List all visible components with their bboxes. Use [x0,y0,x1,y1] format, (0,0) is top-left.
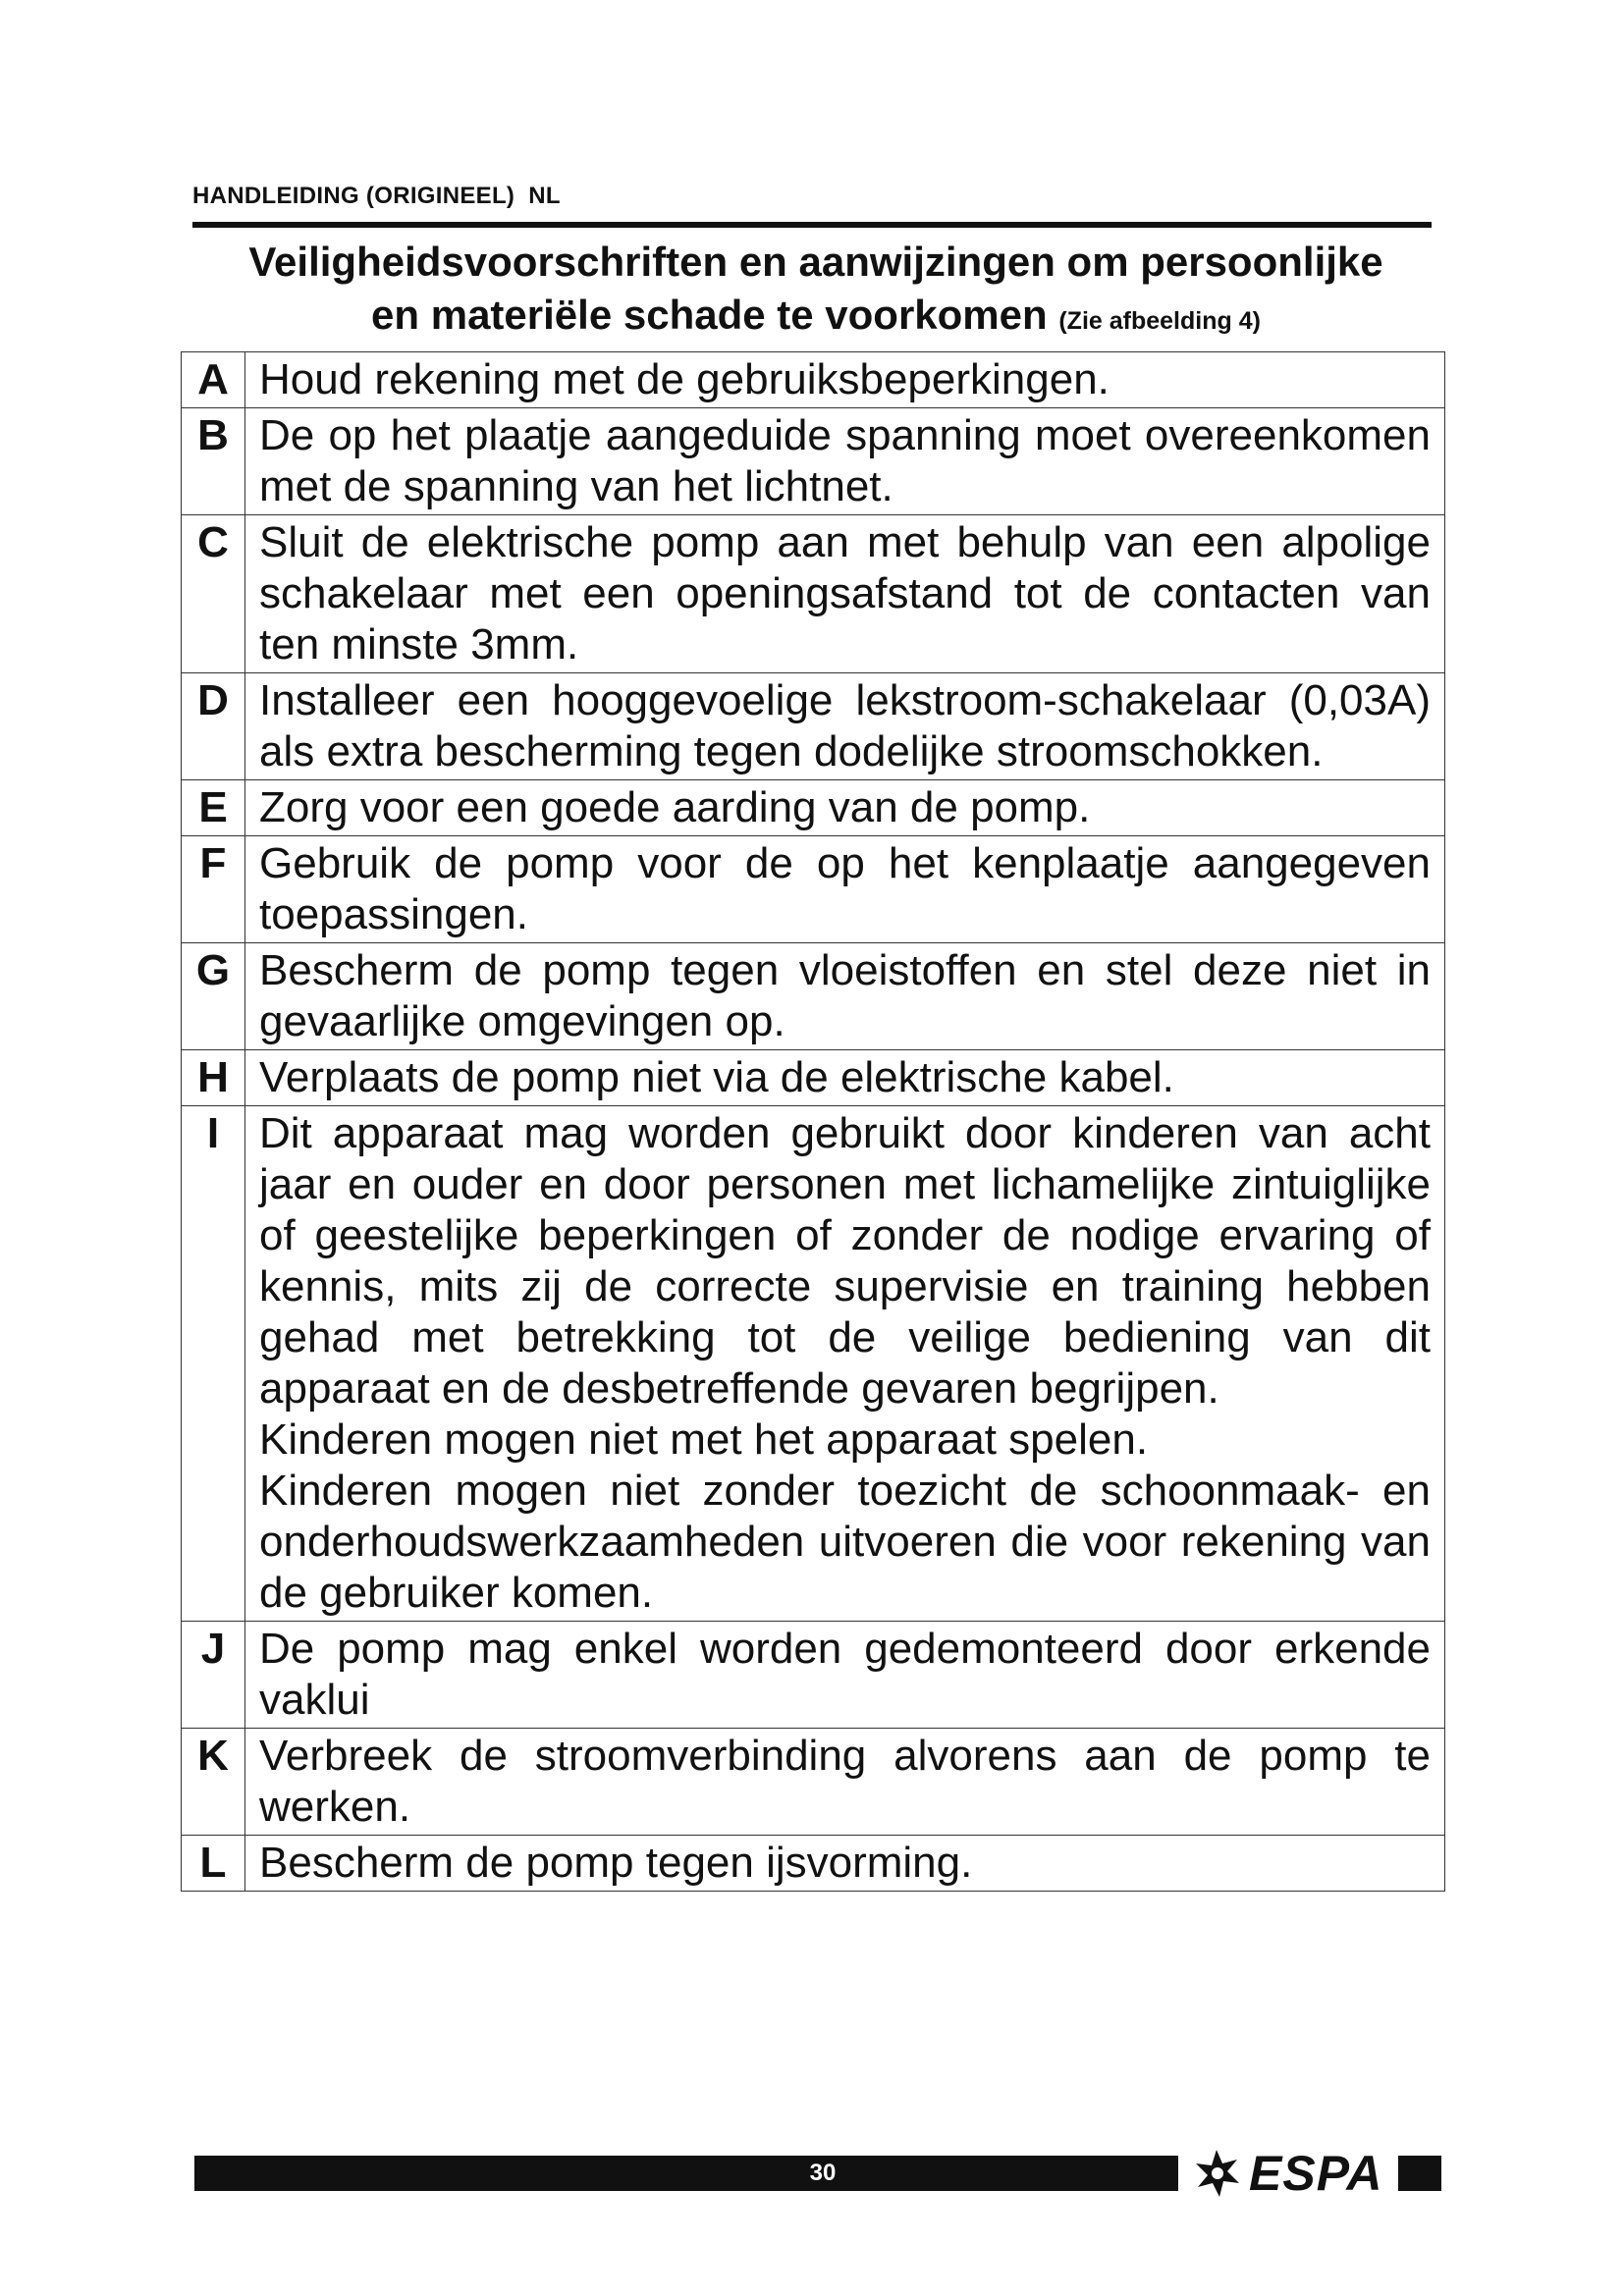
rule-letter: J [182,1622,245,1729]
table-row [182,408,1445,515]
table-row [182,1622,1445,1729]
rule-text [245,943,1445,1050]
rule-paragraph: Installeer een hooggevoelige lekstroom-schakelaar (0,03A) als extra bescherming tegen dodelijke stroomschokken. [259,676,1431,775]
heading-line-1: Veiligheidsvoorschriften en aanwijzingen om persoonlijke [248,239,1383,285]
rule-text [245,1836,1445,1892]
safety-rules-body [182,352,1445,1892]
rule-paragraph: Sluit de elektrische pomp aan met behulp van een alpolige schakelaar met een openingsafstand tot de contacten van ten minste 3mm. [259,518,1431,668]
rule-text [245,673,1445,780]
rule-paragraph: Bescherm de pomp tegen vloeistoffen en stel deze niet in gevaarlijke omgevingen op. [259,946,1431,1045]
rule-letter: F [182,836,245,943]
table-row [182,1836,1445,1892]
figure-reference: (Zie afbeelding 4) [1058,307,1261,335]
rule-letter: L [182,1836,245,1892]
footer-bar [194,2156,1178,2191]
header-rule [192,222,1432,228]
heading-line-2 [192,289,1439,347]
rule-paragraph: Verbreek de stroomverbinding alvorens aan de pomp te werken. [259,1732,1431,1831]
safety-rules-table [181,351,1445,1892]
rule-letter: E [182,780,245,836]
rule-letter: D [182,673,245,780]
table-row [182,352,1445,408]
rule-paragraph: Kinderen mogen niet met het apparaat spelen. [259,1415,1149,1464]
rule-letter: H [182,1050,245,1106]
rule-paragraph: De op het plaatje aangeduide spanning moet overeenkomen met de spanning van het lichtnet. [259,411,1431,510]
rule-text [245,780,1445,836]
rule-paragraph: Verplaats de pomp niet via de elektrische kabel. [259,1053,1174,1101]
rule-paragraph: Zorg voor een goede aarding van de pomp. [259,783,1091,831]
rule-letter: K [182,1729,245,1836]
table-row [182,1050,1445,1106]
rule-text [245,836,1445,943]
table-row [182,780,1445,836]
rule-paragraph: De pomp mag enkel worden gedemonteerd door erkende vaklui [259,1625,1431,1724]
page-number: 30 [809,2160,837,2186]
rule-paragraph: Dit apparaat mag worden gebruikt door kinderen van acht jaar en ouder en door personen met lichamelijke zintuiglijke of geestelijke beperkingen of zonder de nodige ervaring of kennis, mits zij de correcte supervisie en training hebben gehad met betrekking tot de veilige bediening van dit apparaat en de desbetreffende gevaren begrijpen. [259,1109,1431,1413]
rule-text [245,1622,1445,1729]
table-row [182,943,1445,1050]
section-heading [192,236,1439,347]
rule-letter: C [182,515,245,673]
language-code: NL [528,183,561,209]
brand-name: ESPA [1249,2146,1383,2201]
rule-text [245,1106,1445,1622]
rule-letter: A [182,352,245,408]
espa-logo [1190,2144,1382,2203]
rule-letter: I [182,1106,245,1622]
rule-text [245,1050,1445,1106]
rule-text [245,515,1445,673]
rule-paragraph: Kinderen mogen niet zonder toezicht de schoonmaak- en onderhoudswerkzaamheden uitvoeren die voor rekening van de gebruiker komen. [259,1467,1431,1617]
rule-letter: G [182,943,245,1050]
heading-line-2-text: en materiële schade te voorkomen [371,292,1048,338]
footer-bar-end [1398,2156,1441,2191]
rule-paragraph: Gebruik de pomp voor de op het kenplaatje aangegeven toepassingen. [259,839,1431,938]
table-row [182,673,1445,780]
manual-title: HANDLEIDING (ORIGINEEL) [192,183,515,209]
table-row [182,515,1445,673]
rule-text [245,1729,1445,1836]
table-row [182,1729,1445,1836]
table-row [182,836,1445,943]
espa-logo-icon [1190,2144,1243,2203]
table-row [182,1106,1445,1622]
rule-letter: B [182,408,245,515]
rule-paragraph: Houd rekening met de gebruiksbeperkingen. [259,355,1110,403]
document-header [192,183,561,210]
rule-text [245,352,1445,408]
rule-paragraph: Bescherm de pomp tegen ijsvorming. [259,1839,973,1887]
rule-text [245,408,1445,515]
